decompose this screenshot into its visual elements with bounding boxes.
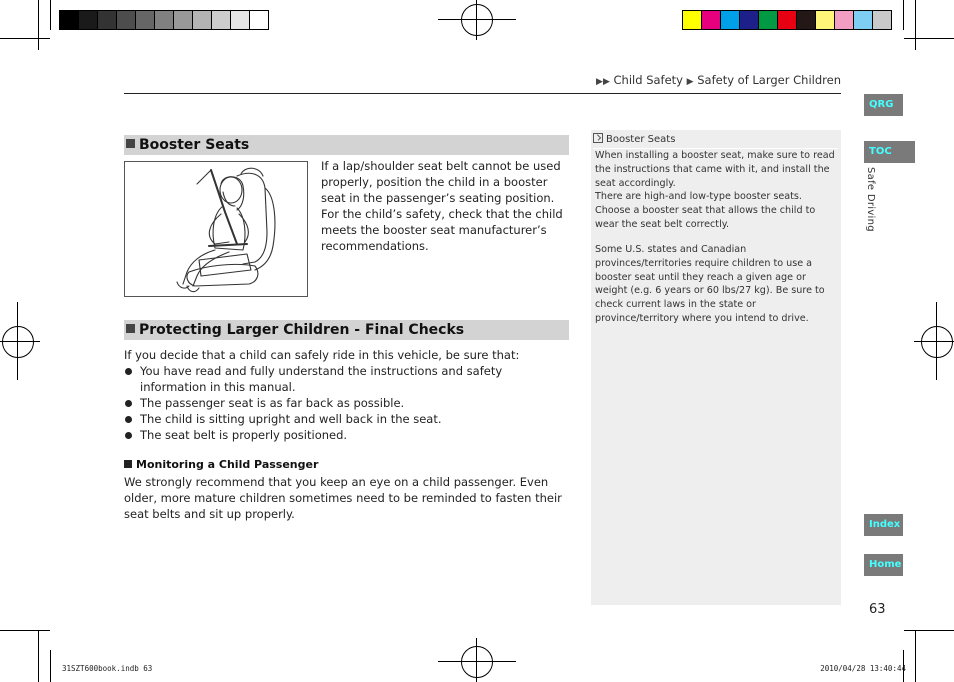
qrg-tab[interactable]: QRG [864,94,903,116]
child-in-booster-seat-image [125,162,307,296]
note-icon [593,133,603,143]
crop-mark [915,0,916,50]
monitoring-paragraph: We strongly recommend that you keep an eye on a child passenger. Even older, more mature children sometimes need to be reminded to fasten their seat belts and sit up properly. [124,475,562,521]
section-heading-final-checks [124,320,569,340]
footer-timestamp: 2010/04/28 13:40:44 [820,664,906,673]
list-item [124,427,554,443]
square-bullet-icon [124,460,132,468]
color-swatch [173,10,193,30]
crop-mark [0,630,50,631]
list-item [124,411,554,427]
color-swatch [192,10,212,30]
breadcrumb-item-current: Safety of Larger Children [697,73,841,87]
subheading-text: Monitoring a Child Passenger [136,458,319,471]
color-swatch [796,10,816,30]
crop-mark [50,650,51,682]
crop-mark [915,630,916,682]
footer-file-info: 31SZT600book.indb 63 [62,664,153,673]
bullet-dot-icon [125,416,132,423]
color-swatch [78,10,98,30]
color-swatch [701,10,721,30]
square-bullet-icon [126,324,135,333]
side-note-paragraph-3: Some U.S. states and Canadian provinces/territories require children to use a booster seat until they reach a given age or weight (e.g. 6 years or 60 lbs/27 kg). Be sure to check current laws in the state or province/territory where you intend to drive. [595,244,825,324]
crop-mark [903,0,904,30]
section-heading-text: Booster Seats [139,137,250,153]
color-swatch [154,10,174,30]
color-swatch [872,10,892,30]
breadcrumb-arrow-icon: ▶▶ [596,77,610,87]
color-swatch [739,10,759,30]
crop-mark [0,38,50,39]
list-item-text: The passenger seat is as far back as possible. [140,396,405,410]
color-swatch [211,10,231,30]
color-swatch [230,10,250,30]
final-checks-list [124,363,554,443]
booster-seat-illustration [124,161,308,297]
breadcrumb-item-child-safety[interactable]: Child Safety [613,73,683,87]
crop-mark [904,630,954,631]
list-item-text: The child is sitting upright and well back in the seat. [140,412,442,426]
side-note-title-text: Booster Seats [606,134,676,145]
color-swatch [758,10,778,30]
crop-mark [50,0,51,30]
bullet-dot-icon [125,432,132,439]
home-tab[interactable]: Home [864,554,903,576]
chapter-label: Safe Driving [865,167,876,232]
color-swatch [815,10,835,30]
side-note-paragraph-1: When installing a booster seat, make sure to read the instructions that came with it, and install the seat accordingly. [595,150,835,189]
side-note-paragraph-2: There are high-and low-type booster seats. Choose a booster seat that allows the child to wear the seat belt correctly. [595,191,816,230]
bullet-dot-icon [125,368,132,375]
index-tab[interactable]: Index [864,514,903,536]
color-swatch [249,10,269,30]
color-swatch [853,10,873,30]
bullet-dot-icon [125,400,132,407]
color-swatch [834,10,854,30]
section-heading-booster-seats [124,135,569,155]
breadcrumb [596,73,841,87]
color-swatch [720,10,740,30]
page-number: 63 [869,602,886,617]
side-note-title [593,133,675,145]
booster-seats-paragraph: If a lap/shoulder seat belt cannot be used properly, position the child in a booster seat in the passenger’s seating position. For the child’s safety, check that the child meets the booster seat manufacturer’s recommendations. [321,159,563,253]
crop-mark [904,38,954,39]
list-item [124,395,554,411]
list-item [124,363,554,395]
list-item-text: The seat belt is properly positioned. [140,428,348,442]
crop-mark [38,630,39,682]
crop-mark [38,0,39,50]
color-swatch [135,10,155,30]
section-heading-text: Protecting Larger Children - Final Checks [139,322,465,338]
color-swatch [682,10,702,30]
color-swatch [59,10,79,30]
header-divider [124,93,841,94]
toc-tab[interactable]: TOC [864,141,915,163]
color-swatch [116,10,136,30]
list-item-text: You have read and fully understand the instructions and safety information in this manual. [140,364,503,394]
final-checks-intro: If you decide that a child can safely ride in this vehicle, be sure that: [124,348,520,362]
square-bullet-icon [126,139,135,148]
color-swatch [777,10,797,30]
breadcrumb-separator-icon: ▶ [686,77,694,87]
subheading-monitoring [124,458,318,471]
color-swatch [97,10,117,30]
